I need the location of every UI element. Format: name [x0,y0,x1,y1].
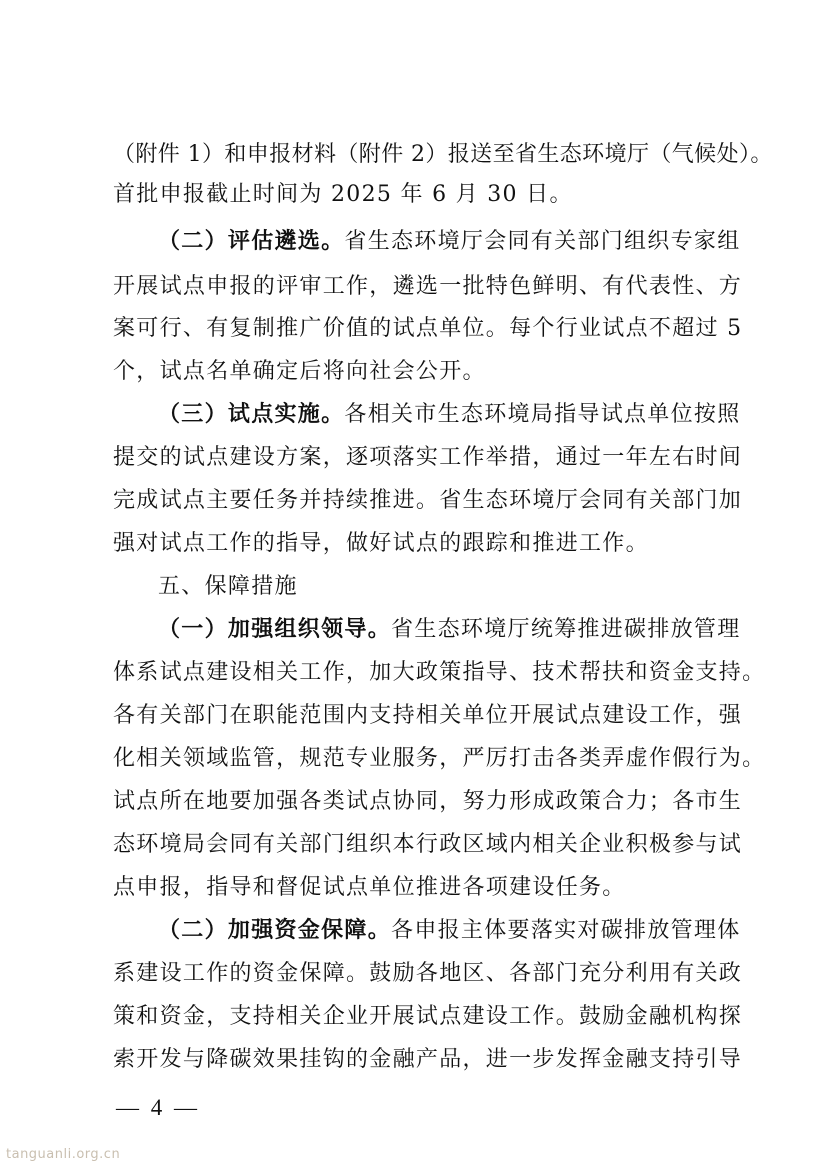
paragraph-first-line [158,909,741,953]
text-line: 完成试点主要任务并持续推进。省生态环境厅会同有关部门加 [113,488,743,513]
text-line: 各有关部门在职能范围内支持相关单位开展试点建设工作，强 [113,703,743,728]
text-line: 体系试点建设相关工作，加大政策指导、技术帮扶和资金支持。 [113,660,766,685]
text-line: 系建设工作的资金保障。鼓励各地区、各部门充分利用有关政 [113,961,743,986]
paragraph-first-line [158,608,741,652]
section-heading: 五、保障措施 [158,574,298,599]
paragraph-text: 各申报主体要落实对碳排放管理体 [391,918,741,943]
text-line: 提交的试点建设方案，逐项落实工作举措，通过一年左右时间 [113,445,743,470]
text-line: 试点所在地要加强各类试点协同，努力形成政策合力；各市生 [113,789,743,814]
paragraph-text: 各相关市生态环境局指导试点单位按照 [344,402,741,427]
text-line: 开展试点申报的评审工作，遴选一批特色鲜明、有代表性、方 [113,274,743,299]
text-line: 点申报，指导和督促试点单位推进各项建设任务。 [113,875,626,900]
text-line: 强对试点工作的指导，做好试点的跟踪和推进工作。 [113,531,649,556]
watermark: tanguanli.org.cn [6,1147,121,1162]
paragraph-heading: （一）加强组织领导。 [158,617,392,642]
paragraph-heading: （三）试点实施。 [158,402,345,427]
text-line: 态环境局会同有关部门组织本行政区域内相关企业积极参与试 [113,832,743,857]
text-line: （附件 1）和申报材料（附件 2）报送至省生态环境厅（气候处）。 [113,142,773,167]
paragraph-first-line [158,220,741,264]
paragraph-first-line [158,393,741,437]
text-line: 索开发与降碳效果挂钩的金融产品，进一步发挥金融支持引导 [113,1047,743,1072]
paragraph-heading: （二）评估遴选。 [158,229,345,254]
text-line: 化相关领域监管，规范专业服务，严厉打击各类弄虚作假行为。 [113,746,766,771]
text-line: 个，试点名单确定后将向社会公开。 [113,359,486,384]
text-line: 策和资金，支持相关企业开展试点建设工作。鼓励金融机构探 [113,1004,743,1029]
paragraph-heading: （二）加强资金保障。 [158,918,392,943]
text-line: 案可行、有复制推广价值的试点单位。每个行业试点不超过 5 [113,316,743,341]
text-line: 首批申报截止时间为 2025 年 6 月 30 日。 [113,182,573,207]
paragraph-text: 省生态环境厅统筹推进碳排放管理 [391,617,741,642]
page-number: — 4 — [116,1095,200,1120]
paragraph-text: 省生态环境厅会同有关部门组织专家组 [344,229,741,254]
